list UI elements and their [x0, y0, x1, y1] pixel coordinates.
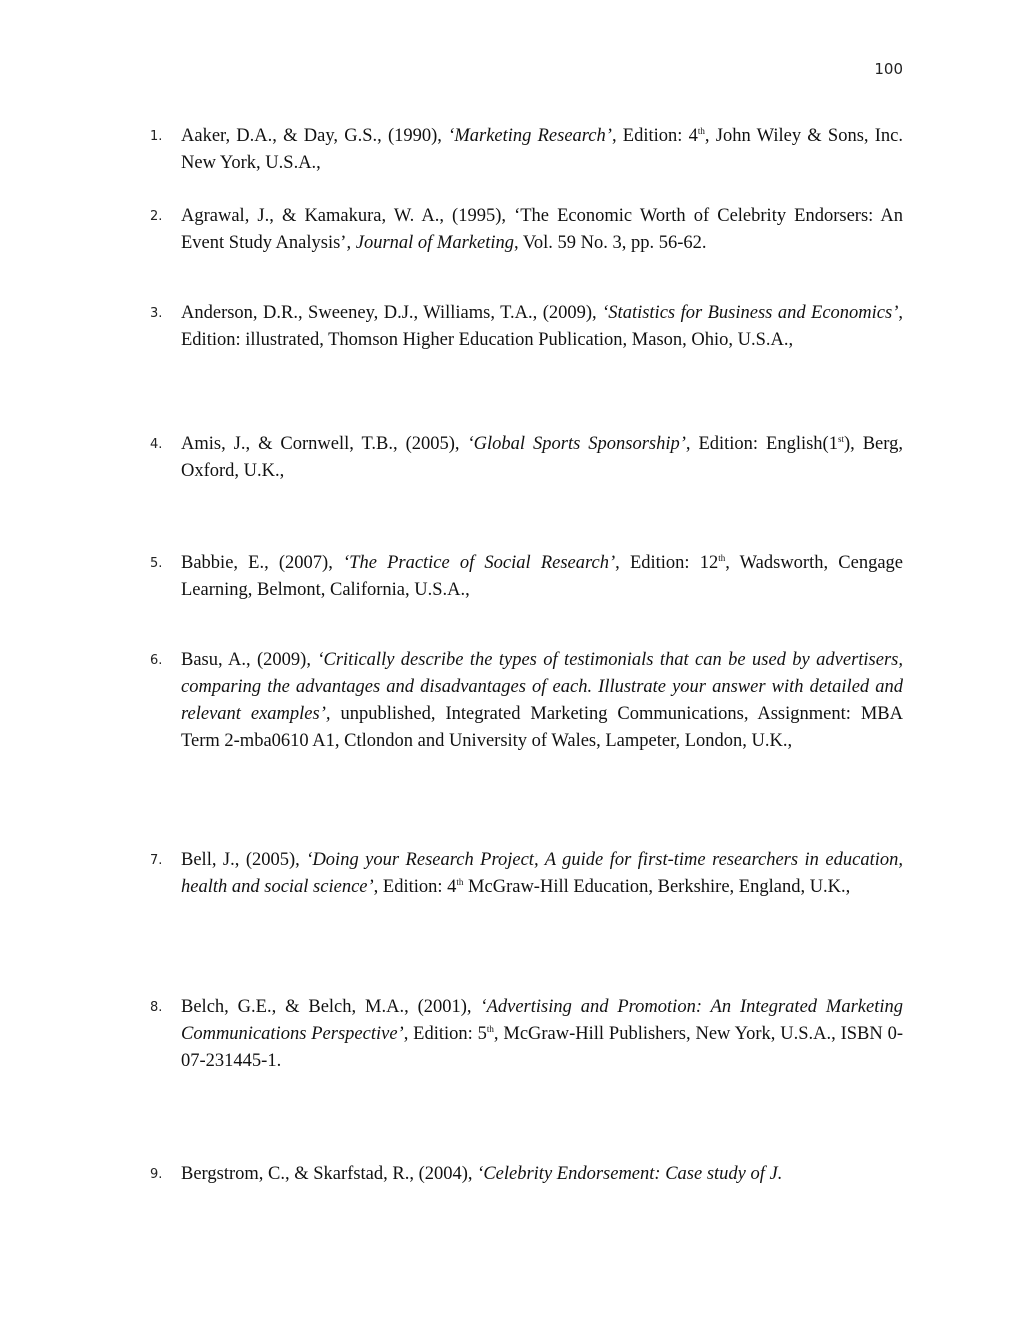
- reference-item-6: [150, 647, 903, 755]
- reference-rest: , Edition: illustrated, Thomson Higher Education Publication, Mason, Ohio, U.S.A.,: [181, 303, 903, 350]
- reference-text: [181, 203, 903, 257]
- reference-superscript: th: [697, 126, 705, 136]
- reference-item-3: [150, 300, 903, 354]
- reference-number: 9.: [150, 1167, 163, 1182]
- reference-author: Amis, J., & Cornwell, T.B., (2005),: [181, 434, 468, 454]
- reference-item-2: [150, 203, 903, 257]
- reference-item-4: [150, 431, 903, 485]
- reference-item-1: [150, 123, 903, 177]
- reference-author: Aaker, D.A., & Day, G.S., (1990),: [181, 126, 449, 146]
- reference-text: [181, 431, 903, 485]
- reference-number: 7.: [150, 853, 163, 868]
- reference-author: Bell, J., (2005),: [181, 850, 307, 870]
- reference-superscript: st: [837, 434, 844, 444]
- reference-author: Belch, G.E., & Belch, M.A., (2001),: [181, 997, 481, 1017]
- reference-text: [181, 647, 903, 755]
- reference-edition: , Edition: 4: [611, 126, 698, 146]
- reference-text: [181, 550, 903, 604]
- reference-text: [181, 300, 903, 354]
- reference-edition: , Edition: 5: [403, 1024, 487, 1044]
- reference-title: ‘Marketing Research’: [448, 126, 612, 146]
- reference-title: ‘Advertising and Promotion: An Integrated Marketing Communications Perspective’: [181, 997, 903, 1044]
- reference-item-7: [150, 847, 903, 901]
- reference-text: [181, 123, 903, 177]
- reference-number: 1.: [150, 129, 163, 144]
- reference-number: 3.: [150, 306, 163, 321]
- reference-rest: , Vol. 59 No. 3, pp. 56-62.: [514, 233, 707, 253]
- reference-item-8: [150, 994, 903, 1075]
- reference-text: [181, 1161, 903, 1188]
- reference-number: 6.: [150, 653, 163, 668]
- reference-title: ‘Statistics for Business and Economics’: [602, 303, 899, 323]
- reference-number: 2.: [150, 209, 163, 224]
- reference-number: 4.: [150, 437, 163, 452]
- reference-title: ‘Doing your Research Project, A guide for first-time researchers in education, health and social science’: [181, 850, 903, 897]
- reference-edition: , Edition: 4: [373, 877, 457, 897]
- reference-title: ‘Global Sports Sponsorship’: [467, 434, 686, 454]
- reference-journal: Journal of Marketing: [355, 233, 514, 253]
- reference-superscript: th: [718, 553, 726, 563]
- reference-edition: , Edition: 12: [615, 553, 719, 573]
- reference-text: [181, 847, 903, 901]
- reference-superscript: th: [486, 1024, 494, 1034]
- page-number: 100: [874, 60, 903, 78]
- reference-text: [181, 994, 903, 1075]
- reference-number: 5.: [150, 556, 163, 571]
- reference-author: Babbie, E., (2007),: [181, 553, 343, 573]
- reference-rest: , Wadsworth, Cengage Learning, Belmont, California, U.S.A.,: [181, 553, 903, 600]
- reference-item-5: [150, 550, 903, 604]
- reference-rest: McGraw-Hill Education, Berkshire, England, U.K.,: [463, 877, 851, 897]
- reference-author: Basu, A., (2009),: [181, 650, 318, 670]
- reference-rest: , McGraw-Hill Publishers, New York, U.S.A., ISBN 0-07-231445-1.: [181, 1024, 903, 1071]
- reference-author: Bergstrom, C., & Skarfstad, R., (2004),: [181, 1164, 478, 1184]
- reference-title: ‘The Practice of Social Research’: [343, 553, 616, 573]
- reference-edition: , Edition: English(1: [685, 434, 838, 454]
- reference-rest: unpublished, Integrated Marketing Communications, Assignment: MBA Term 2-mba0610 A1, Ctlondon and University of Wales, Lampeter, London, U.K.,: [181, 704, 903, 751]
- reference-rest: ), Berg, Oxford, U.K.,: [181, 434, 903, 481]
- reference-author: Anderson, D.R., Sweeney, D.J., Williams, T.A., (2009),: [181, 303, 603, 323]
- reference-superscript: th: [456, 877, 464, 887]
- reference-title: ‘Critically describe the types of testimonials that can be used by advertisers, comparing the advantages and disadvantages of each. Illustrate your answer with detailed and relevant examples’,: [181, 650, 903, 724]
- reference-title: ‘Celebrity Endorsement: Case study of J.: [477, 1164, 783, 1184]
- reference-number: 8.: [150, 1000, 163, 1015]
- reference-item-9: [150, 1161, 903, 1188]
- reference-author: Agrawal, J., & Kamakura, W. A., (1995), ‘The Economic Worth of Celebrity Endorsers: An Event Study Analysis’,: [181, 206, 903, 253]
- reference-rest: , John Wiley & Sons, Inc. New York, U.S.A.,: [181, 126, 904, 173]
